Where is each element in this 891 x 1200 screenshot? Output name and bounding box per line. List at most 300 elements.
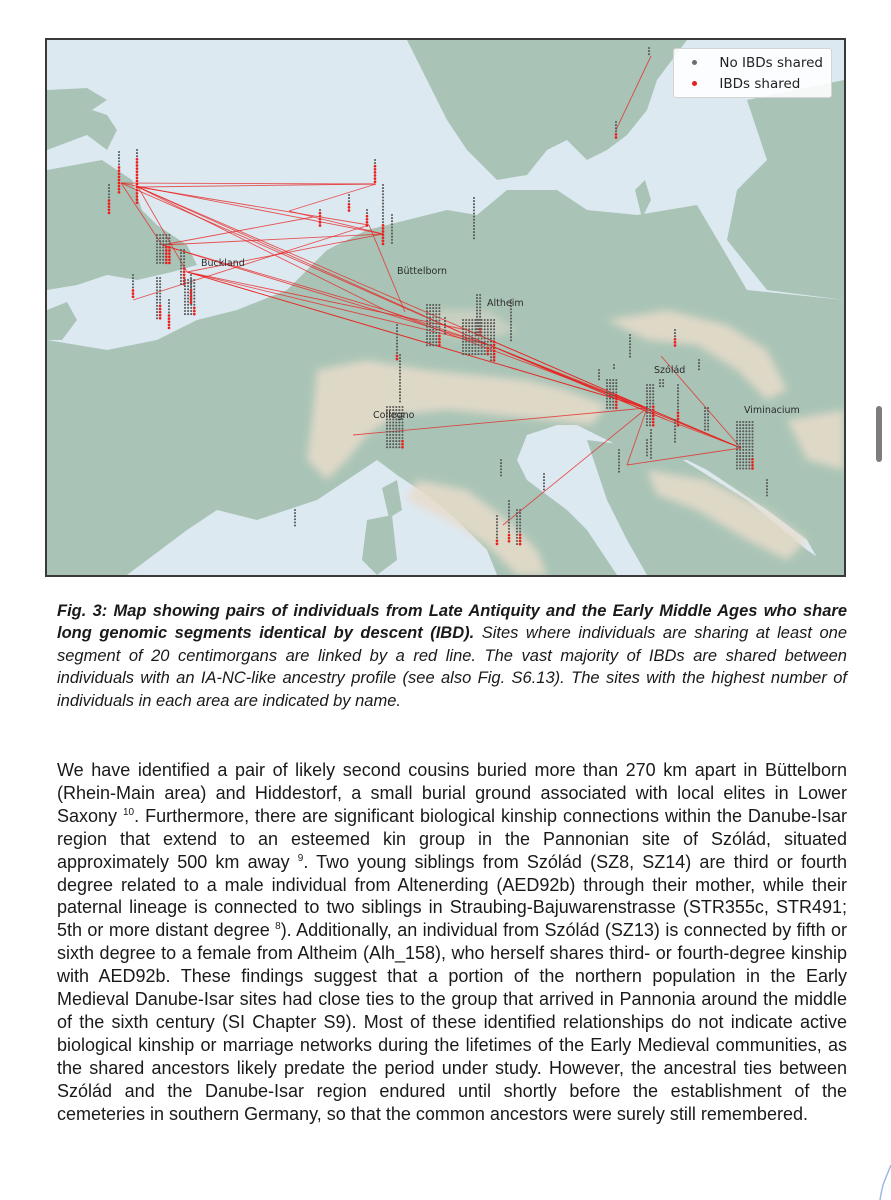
no-ibd-individual-dot: [484, 353, 486, 355]
no-ibd-individual-dot: [704, 422, 706, 424]
no-ibd-individual-dot: [429, 335, 431, 337]
no-ibd-individual-dot: [429, 329, 431, 331]
no-ibd-individual-dot: [484, 350, 486, 352]
no-ibd-individual-dot: [473, 200, 475, 202]
legend-label: IBDs shared: [719, 75, 801, 92]
no-ibd-individual-dot: [677, 409, 679, 411]
no-ibd-individual-dot: [650, 432, 652, 434]
no-ibd-individual-dot: [473, 197, 475, 199]
no-ibd-individual-dot: [184, 307, 186, 309]
no-ibd-individual-dot: [399, 354, 401, 356]
no-ibd-individual-dot: [707, 426, 709, 428]
no-ibd-individual-dot: [742, 452, 744, 454]
no-ibd-individual-dot: [389, 434, 391, 436]
ibd-individual-dot: [136, 180, 139, 183]
ibd-individual-dot: [348, 203, 351, 206]
no-ibd-individual-dot: [742, 433, 744, 435]
ibd-individual-dot: [136, 201, 139, 204]
ibd-individual-dot: [615, 403, 618, 406]
ibd-individual-dot: [493, 347, 496, 350]
no-ibd-individual-dot: [190, 307, 192, 309]
no-ibd-individual-dot: [481, 331, 483, 333]
no-ibd-individual-dot: [516, 534, 518, 536]
no-ibd-individual-dot: [652, 399, 654, 401]
no-ibd-individual-dot: [751, 427, 753, 429]
no-ibd-individual-dot: [606, 382, 608, 384]
no-ibd-individual-dot: [159, 240, 161, 242]
no-ibd-individual-dot: [395, 434, 397, 436]
no-ibd-individual-dot: [386, 428, 388, 430]
no-ibd-individual-dot: [745, 464, 747, 466]
no-ibd-individual-dot: [396, 327, 398, 329]
no-ibd-individual-dot: [496, 515, 498, 517]
no-ibd-individual-dot: [432, 332, 434, 334]
no-ibd-individual-dot: [473, 219, 475, 221]
no-ibd-individual-dot: [742, 427, 744, 429]
no-ibd-individual-dot: [652, 403, 654, 405]
no-ibd-individual-dot: [490, 344, 492, 346]
no-ibd-individual-dot: [435, 316, 437, 318]
no-ibd-individual-dot: [180, 264, 182, 266]
no-ibd-individual-dot: [612, 404, 614, 406]
no-ibd-individual-dot: [156, 302, 158, 304]
ibd-individual-dot: [677, 424, 680, 427]
no-ibd-individual-dot: [389, 431, 391, 433]
no-ibd-individual-dot: [184, 310, 186, 312]
no-ibd-individual-dot: [426, 326, 428, 328]
no-ibd-individual-dot: [187, 294, 189, 296]
no-ibd-individual-dot: [465, 331, 467, 333]
no-ibd-individual-dot: [742, 446, 744, 448]
no-ibd-individual-dot: [382, 187, 384, 189]
ibd-individual-dot: [190, 292, 193, 295]
no-ibd-individual-dot: [748, 427, 750, 429]
no-ibd-individual-dot: [606, 404, 608, 406]
ibd-individual-dot: [168, 258, 171, 261]
no-ibd-individual-dot: [629, 346, 631, 348]
no-ibd-individual-dot: [629, 349, 631, 351]
no-ibd-individual-dot: [766, 491, 768, 493]
no-ibd-individual-dot: [493, 334, 495, 336]
no-ibd-individual-dot: [704, 407, 706, 409]
no-ibd-individual-dot: [468, 353, 470, 355]
no-ibd-individual-dot: [183, 252, 185, 254]
no-ibd-individual-dot: [510, 333, 512, 335]
no-ibd-individual-dot: [193, 301, 195, 303]
no-ibd-individual-dot: [519, 509, 521, 511]
no-ibd-individual-dot: [487, 341, 489, 343]
no-ibd-individual-dot: [508, 506, 510, 508]
no-ibd-individual-dot: [477, 322, 479, 324]
no-ibd-individual-dot: [389, 406, 391, 408]
no-ibd-individual-dot: [481, 341, 483, 343]
no-ibd-individual-dot: [382, 221, 384, 223]
ibd-individual-dot: [159, 317, 162, 320]
no-ibd-individual-dot: [462, 347, 464, 349]
ibd-individual-dot: [401, 446, 404, 449]
ibd-individual-dot: [652, 408, 655, 411]
no-ibd-individual-dot: [156, 305, 158, 307]
no-ibd-individual-dot: [508, 500, 510, 502]
no-ibd-individual-dot: [477, 338, 479, 340]
citation-ref[interactable]: 9: [297, 852, 304, 864]
ibd-individual-dot: [493, 340, 496, 343]
no-ibd-individual-dot: [471, 347, 473, 349]
no-ibd-individual-dot: [612, 394, 614, 396]
no-ibd-individual-dot: [294, 509, 296, 511]
no-ibd-individual-dot: [609, 407, 611, 409]
no-ibd-individual-dot: [395, 421, 397, 423]
no-ibd-individual-dot: [698, 368, 700, 370]
no-ibd-individual-dot: [496, 521, 498, 523]
no-ibd-individual-dot: [677, 393, 679, 395]
no-ibd-individual-dot: [674, 425, 676, 427]
no-ibd-individual-dot: [132, 286, 134, 288]
no-ibd-individual-dot: [187, 285, 189, 287]
scrollbar-thumb[interactable]: [876, 406, 882, 462]
no-ibd-individual-dot: [432, 344, 434, 346]
no-ibd-individual-dot: [435, 344, 437, 346]
ibd-individual-dot: [136, 198, 139, 201]
no-ibd-individual-dot: [432, 335, 434, 337]
ibd-individual-dot: [193, 313, 196, 316]
no-ibd-individual-dot: [462, 325, 464, 327]
no-ibd-individual-dot: [484, 334, 486, 336]
no-ibd-individual-dot: [462, 338, 464, 340]
no-ibd-individual-dot: [435, 319, 437, 321]
ibd-individual-dot: [396, 358, 399, 361]
ibd-individual-dot: [374, 177, 377, 180]
no-ibd-individual-dot: [481, 325, 483, 327]
no-ibd-individual-dot: [598, 375, 600, 377]
no-ibd-individual-dot: [646, 406, 648, 408]
no-ibd-individual-dot: [159, 246, 161, 248]
no-ibd-individual-dot: [677, 384, 679, 386]
no-ibd-individual-dot: [745, 433, 747, 435]
ibd-individual-dot: [615, 407, 618, 410]
no-ibd-individual-dot: [382, 218, 384, 220]
no-ibd-individual-dot: [677, 387, 679, 389]
ibd-individual-dot: [190, 289, 193, 292]
no-ibd-individual-dot: [612, 391, 614, 393]
no-ibd-individual-dot: [736, 455, 738, 457]
no-ibd-individual-dot: [193, 298, 195, 300]
no-ibd-individual-dot: [468, 350, 470, 352]
no-ibd-individual-dot: [156, 299, 158, 301]
no-ibd-individual-dot: [751, 452, 753, 454]
no-ibd-individual-dot: [476, 306, 478, 308]
ibd-individual-dot: [168, 249, 171, 252]
no-ibd-individual-dot: [399, 400, 401, 402]
caption-title: Fig. 3: Map showing pairs of individuals from Late Antiquity and the Early Middle Ages who share long genomic segments identical by descent (IBD).: [57, 602, 847, 643]
no-ibd-individual-dot: [468, 341, 470, 343]
ibd-individual-dot: [486, 350, 489, 353]
no-ibd-individual-dot: [543, 479, 545, 481]
no-ibd-individual-dot: [162, 249, 164, 251]
no-ibd-individual-dot: [156, 283, 158, 285]
no-ibd-individual-dot: [629, 337, 631, 339]
no-ibd-individual-dot: [598, 369, 600, 371]
ibd-individual-dot: [108, 202, 111, 205]
ibd-individual-dot: [508, 540, 511, 543]
no-ibd-individual-dot: [674, 434, 676, 436]
no-ibd-individual-dot: [739, 458, 741, 460]
no-ibd-individual-dot: [398, 431, 400, 433]
no-ibd-individual-dot: [168, 302, 170, 304]
no-ibd-individual-dot: [159, 249, 161, 251]
ibd-individual-dot: [652, 424, 655, 427]
no-ibd-individual-dot: [629, 356, 631, 358]
no-ibd-individual-dot: [612, 401, 614, 403]
no-ibd-individual-dot: [609, 398, 611, 400]
no-ibd-individual-dot: [674, 329, 676, 331]
no-ibd-individual-dot: [401, 437, 403, 439]
no-ibd-individual-dot: [484, 325, 486, 327]
no-ibd-individual-dot: [426, 313, 428, 315]
no-ibd-individual-dot: [183, 264, 185, 266]
no-ibd-individual-dot: [618, 464, 620, 466]
no-ibd-individual-dot: [156, 289, 158, 291]
no-ibd-individual-dot: [184, 301, 186, 303]
no-ibd-individual-dot: [674, 428, 676, 430]
no-ibd-individual-dot: [156, 240, 158, 242]
ibd-individual-dot: [401, 440, 404, 443]
no-ibd-individual-dot: [391, 220, 393, 222]
ibd-individual-dot: [136, 170, 139, 173]
no-ibd-individual-dot: [748, 436, 750, 438]
no-ibd-individual-dot: [465, 353, 467, 355]
no-ibd-individual-dot: [187, 279, 189, 281]
gray-dot-icon: [692, 60, 697, 65]
ibd-individual-dot: [168, 314, 171, 317]
no-ibd-individual-dot: [748, 440, 750, 442]
no-ibd-individual-dot: [386, 443, 388, 445]
no-ibd-individual-dot: [471, 334, 473, 336]
no-ibd-individual-dot: [516, 524, 518, 526]
no-ibd-individual-dot: [435, 329, 437, 331]
no-ibd-individual-dot: [487, 334, 489, 336]
no-ibd-individual-dot: [395, 446, 397, 448]
ibd-individual-dot: [159, 308, 162, 311]
no-ibd-individual-dot: [606, 385, 608, 387]
no-ibd-individual-dot: [389, 425, 391, 427]
no-ibd-individual-dot: [156, 249, 158, 251]
citation-ref[interactable]: 8: [275, 921, 281, 933]
ibd-individual-dot: [674, 341, 677, 344]
no-ibd-individual-dot: [465, 322, 467, 324]
no-ibd-individual-dot: [165, 240, 167, 242]
no-ibd-individual-dot: [704, 426, 706, 428]
ibd-individual-dot: [136, 158, 139, 161]
no-ibd-individual-dot: [438, 329, 440, 331]
no-ibd-individual-dot: [462, 322, 464, 324]
no-ibd-individual-dot: [156, 237, 158, 239]
ibd-individual-dot: [374, 174, 377, 177]
no-ibd-individual-dot: [543, 482, 545, 484]
no-ibd-individual-dot: [650, 444, 652, 446]
citation-ref[interactable]: 10: [123, 806, 135, 818]
no-ibd-individual-dot: [462, 334, 464, 336]
no-ibd-individual-dot: [426, 338, 428, 340]
no-ibd-individual-dot: [348, 194, 350, 196]
no-ibd-individual-dot: [187, 298, 189, 300]
no-ibd-individual-dot: [465, 347, 467, 349]
no-ibd-individual-dot: [399, 391, 401, 393]
ibd-individual-dot: [118, 166, 121, 169]
no-ibd-individual-dot: [477, 347, 479, 349]
no-ibd-individual-dot: [659, 379, 661, 381]
no-ibd-individual-dot: [650, 429, 652, 431]
no-ibd-individual-dot: [745, 421, 747, 423]
no-ibd-individual-dot: [366, 209, 368, 211]
no-ibd-individual-dot: [748, 446, 750, 448]
ibd-individual-dot: [190, 302, 193, 305]
no-ibd-individual-dot: [432, 316, 434, 318]
no-ibd-individual-dot: [751, 449, 753, 451]
no-ibd-individual-dot: [473, 222, 475, 224]
body-text-4: ). Additionally, an individual from Szólád (SZ13) is connected by fifth or sixth degree to a female from Altheim (Alh_158), who herself shares third- or fourth-degree kinship with AED92b. These findings suggest that a portion of the northern population in the Early Medieval Danube-Isar sites had close ties to the group that arrived in Pannonia around the middle of the sixth century (SI Chapter S9). Most of these identified relationships do not indicate active biological kinship or marriage networks during the lifetimes of the Early Medieval communities, as the shared ancestors likely predate the period under study. However, the ancestral ties between Szólád and the Danube-Isar region endured until shortly before the establishment of the cemeteries in southern Germany, so that the common ancestors were surely still remembered.: [57, 920, 848, 1124]
ibd-individual-dot: [183, 277, 186, 280]
no-ibd-individual-dot: [745, 424, 747, 426]
no-ibd-individual-dot: [187, 301, 189, 303]
no-ibd-individual-dot: [438, 332, 440, 334]
no-ibd-individual-dot: [294, 512, 296, 514]
no-ibd-individual-dot: [606, 379, 608, 381]
no-ibd-individual-dot: [187, 307, 189, 309]
no-ibd-individual-dot: [704, 429, 706, 431]
no-ibd-individual-dot: [462, 341, 464, 343]
ibd-individual-dot: [132, 292, 135, 295]
no-ibd-individual-dot: [473, 212, 475, 214]
no-ibd-individual-dot: [136, 155, 138, 157]
no-ibd-individual-dot: [739, 440, 741, 442]
no-ibd-individual-dot: [677, 406, 679, 408]
no-ibd-individual-dot: [516, 543, 518, 545]
no-ibd-individual-dot: [742, 421, 744, 423]
no-ibd-individual-dot: [432, 307, 434, 309]
no-ibd-individual-dot: [646, 390, 648, 392]
no-ibd-individual-dot: [510, 324, 512, 326]
no-ibd-individual-dot: [159, 262, 161, 264]
no-ibd-individual-dot: [479, 303, 481, 305]
no-ibd-individual-dot: [649, 421, 651, 423]
no-ibd-individual-dot: [707, 416, 709, 418]
no-ibd-individual-dot: [396, 336, 398, 338]
no-ibd-individual-dot: [618, 452, 620, 454]
no-ibd-individual-dot: [399, 397, 401, 399]
ibd-individual-dot: [165, 246, 168, 249]
no-ibd-individual-dot: [438, 323, 440, 325]
ibd-individual-dot: [652, 415, 655, 418]
no-ibd-individual-dot: [510, 339, 512, 341]
no-ibd-individual-dot: [382, 193, 384, 195]
no-ibd-individual-dot: [615, 127, 617, 129]
no-ibd-individual-dot: [183, 258, 185, 260]
map-legend: [673, 48, 832, 98]
no-ibd-individual-dot: [493, 319, 495, 321]
no-ibd-individual-dot: [742, 467, 744, 469]
no-ibd-individual-dot: [751, 436, 753, 438]
no-ibd-individual-dot: [465, 334, 467, 336]
no-ibd-individual-dot: [516, 518, 518, 520]
no-ibd-individual-dot: [398, 443, 400, 445]
no-ibd-individual-dot: [742, 436, 744, 438]
no-ibd-individual-dot: [629, 334, 631, 336]
no-ibd-individual-dot: [184, 285, 186, 287]
no-ibd-individual-dot: [659, 382, 661, 384]
no-ibd-individual-dot: [193, 285, 195, 287]
no-ibd-individual-dot: [444, 326, 446, 328]
no-ibd-individual-dot: [395, 425, 397, 427]
no-ibd-individual-dot: [649, 424, 651, 426]
ibd-individual-dot: [136, 164, 139, 167]
no-ibd-individual-dot: [484, 338, 486, 340]
no-ibd-individual-dot: [612, 379, 614, 381]
no-ibd-individual-dot: [618, 458, 620, 460]
no-ibd-individual-dot: [444, 320, 446, 322]
no-ibd-individual-dot: [159, 302, 161, 304]
no-ibd-individual-dot: [399, 394, 401, 396]
no-ibd-individual-dot: [180, 277, 182, 279]
no-ibd-individual-dot: [156, 308, 158, 310]
no-ibd-individual-dot: [487, 328, 489, 330]
ibd-individual-dot: [319, 224, 322, 227]
no-ibd-individual-dot: [736, 433, 738, 435]
ibd-map-figure: [45, 38, 846, 577]
no-ibd-individual-dot: [543, 488, 545, 490]
no-ibd-individual-dot: [426, 341, 428, 343]
no-ibd-individual-dot: [396, 330, 398, 332]
no-ibd-individual-dot: [698, 365, 700, 367]
no-ibd-individual-dot: [677, 399, 679, 401]
ibd-individual-dot: [319, 212, 322, 215]
no-ibd-individual-dot: [474, 353, 476, 355]
no-ibd-individual-dot: [649, 390, 651, 392]
no-ibd-individual-dot: [162, 256, 164, 258]
ibd-individual-dot: [652, 418, 655, 421]
no-ibd-individual-dot: [650, 435, 652, 437]
ibd-individual-dot: [519, 533, 522, 536]
no-ibd-individual-dot: [108, 193, 110, 195]
ibd-individual-dot: [519, 537, 522, 540]
ibd-individual-dot: [486, 353, 489, 356]
no-ibd-individual-dot: [490, 359, 492, 361]
no-ibd-individual-dot: [471, 341, 473, 343]
no-ibd-individual-dot: [751, 433, 753, 435]
ibd-individual-dot: [366, 221, 369, 224]
caption-text: Sites where individuals are sharing at least one segment of 20 centimorgans are linked by a red line. The vast majority of IBDs are shared between individuals with an IA-NC-like ancestry profile (see also Fig. S6.13). The sites with the highest number of individuals in each area are indicated by name.: [57, 624, 847, 710]
no-ibd-individual-dot: [348, 200, 350, 202]
no-ibd-individual-dot: [465, 338, 467, 340]
no-ibd-individual-dot: [751, 446, 753, 448]
no-ibd-individual-dot: [395, 440, 397, 442]
no-ibd-individual-dot: [615, 124, 617, 126]
no-ibd-individual-dot: [477, 319, 479, 321]
no-ibd-individual-dot: [168, 299, 170, 301]
no-ibd-individual-dot: [184, 294, 186, 296]
no-ibd-individual-dot: [429, 304, 431, 306]
no-ibd-individual-dot: [180, 258, 182, 260]
no-ibd-individual-dot: [426, 329, 428, 331]
ibd-individual-dot: [751, 461, 754, 464]
no-ibd-individual-dot: [386, 446, 388, 448]
no-ibd-individual-dot: [618, 449, 620, 451]
no-ibd-individual-dot: [108, 196, 110, 198]
ibd-individual-dot: [165, 249, 168, 252]
no-ibd-individual-dot: [462, 344, 464, 346]
no-ibd-individual-dot: [677, 396, 679, 398]
no-ibd-individual-dot: [438, 326, 440, 328]
